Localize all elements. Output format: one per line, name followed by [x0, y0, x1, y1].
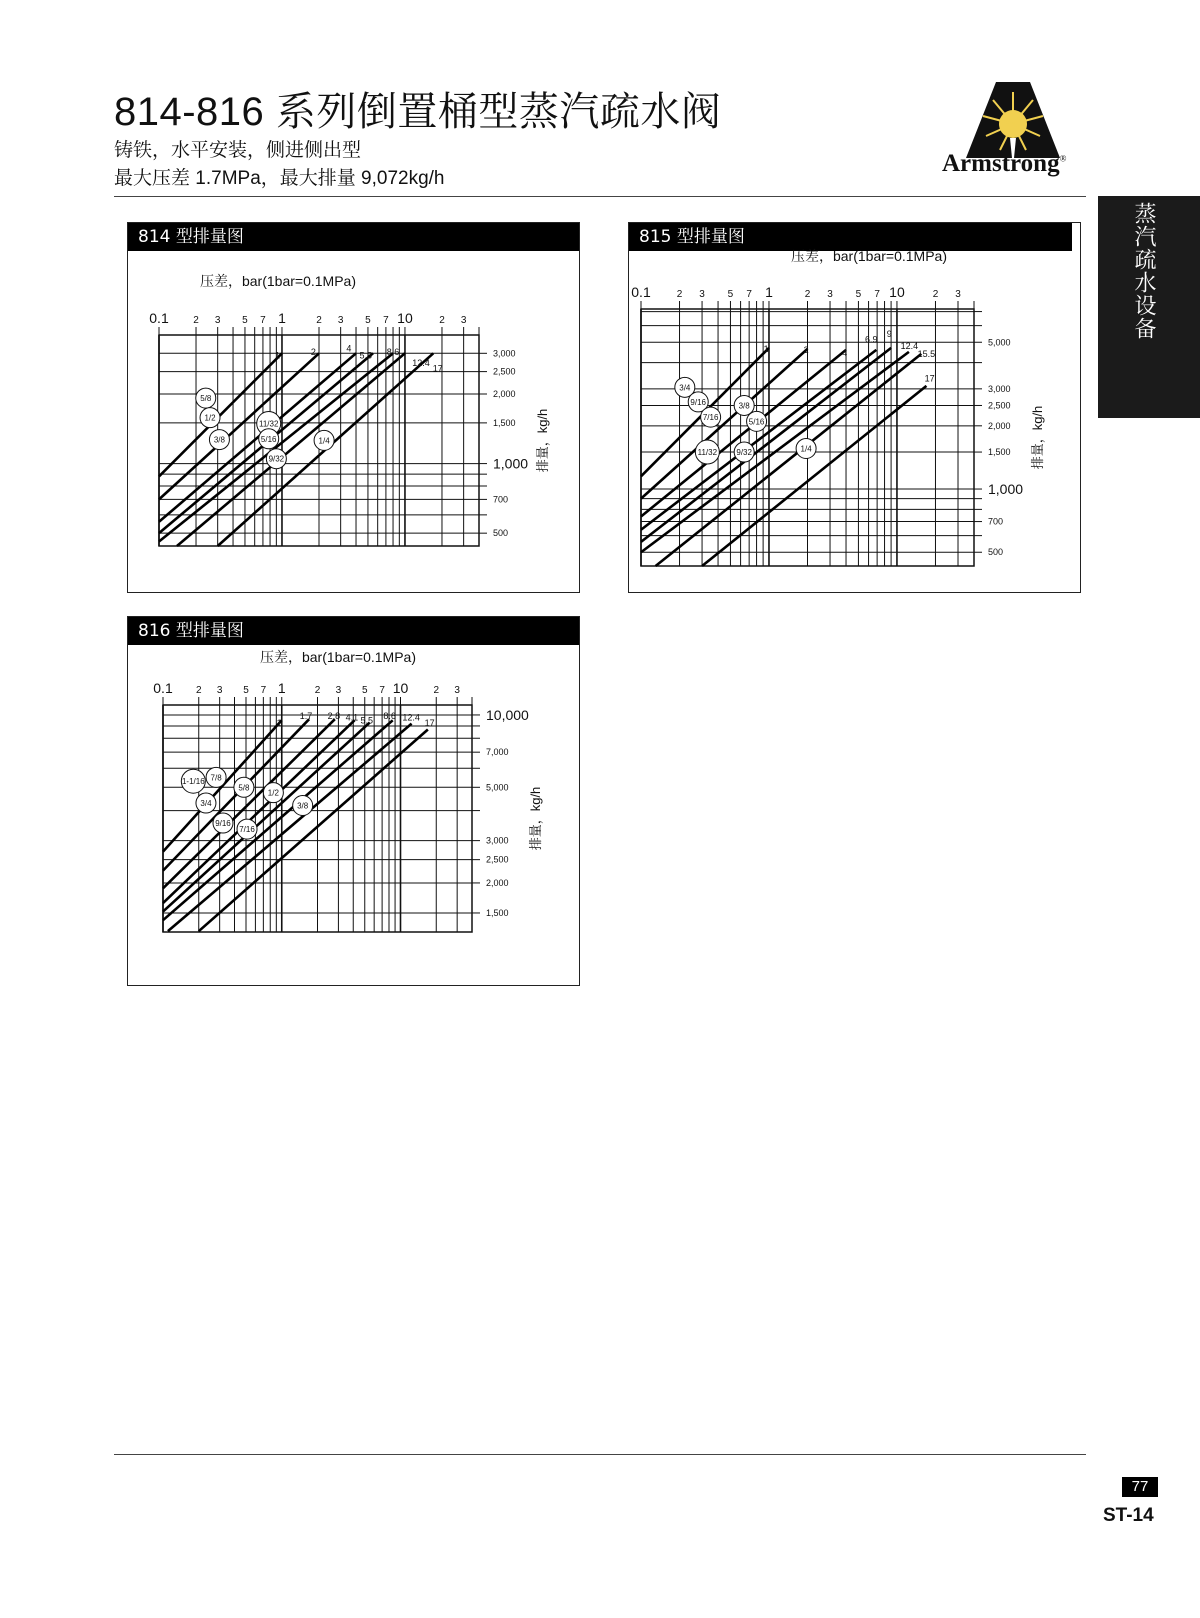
line-end-label: 17: [432, 363, 443, 374]
series-line: [656, 354, 922, 566]
line-end-label: 9: [886, 328, 892, 339]
x-tick-label: 2: [439, 315, 445, 326]
line-end-label: 1: [276, 717, 282, 728]
orifice-size-label: 5/16: [748, 417, 765, 427]
chart-816-title: 816 型排量图: [128, 617, 579, 645]
y-tick-label: 2,000: [988, 420, 1011, 431]
orifice-size-label: 9/16: [690, 397, 707, 407]
line-end-label: 8.6: [386, 346, 400, 357]
line-end-label: 2.8: [327, 711, 341, 722]
y-tick-label: 3,000: [486, 835, 509, 846]
line-end-label: 17: [424, 717, 435, 728]
x-tick-label: 3: [955, 289, 961, 300]
x-tick-label: 3: [699, 289, 705, 300]
line-end-label: 2: [310, 346, 316, 357]
orifice-size-label: 9/16: [215, 819, 231, 829]
x-tick-label: 0.1: [149, 310, 169, 326]
orifice-size-label: 1/2: [204, 413, 216, 423]
y-tick-label: 2,500: [493, 366, 516, 377]
orifice-size-label: 9/32: [736, 448, 752, 458]
x-tick-label: 5: [242, 315, 248, 326]
orifice-size-label: 3/4: [679, 383, 691, 393]
line-end-label: 1.7: [299, 711, 313, 722]
orifice-size-label: 1/2: [267, 788, 279, 798]
x-tick-label: 5: [361, 685, 368, 696]
line-end-label: 12.4: [412, 357, 430, 368]
orifice-size-label: 9/32: [268, 454, 285, 464]
x-tick-label: 5: [855, 289, 862, 300]
chart-814-svg: [128, 223, 579, 592]
y-tick-label: 5,000: [988, 337, 1011, 348]
chart-816-panel: [127, 616, 580, 986]
x-tick-label: 7: [260, 685, 267, 696]
x-tick-label: 5: [727, 289, 734, 300]
section-code: ST-14: [1103, 1505, 1154, 1526]
y-axis-title: 排量，kg/h: [535, 408, 550, 473]
y-tick-label: 1,000: [988, 481, 1024, 498]
orifice-size-label: 7/8: [210, 773, 222, 783]
page-title: 814-816 系列倒置桶型蒸汽疏水阀: [114, 90, 722, 134]
line-end-label: 1: [275, 350, 281, 361]
orifice-size-label: 5/8: [238, 783, 250, 793]
y-axis-title: 排量，kg/h: [528, 786, 543, 851]
chart-815-svg: [629, 223, 1080, 592]
x-axis-title: 压差，bar(1bar=0.1MPa): [199, 273, 357, 289]
x-tick-label: 10: [397, 310, 413, 326]
x-axis-title: 压差，bar(1bar=0.1MPa): [259, 649, 417, 665]
series-line: [163, 719, 309, 870]
line-end-label: 1: [763, 343, 769, 354]
x-tick-label: 2: [804, 289, 811, 300]
x-tick-label: 7: [260, 315, 266, 326]
chart-814-panel: [127, 222, 580, 593]
x-tick-label: 2: [316, 315, 322, 326]
chart-814-title: 814 型排量图: [128, 223, 579, 251]
line-end-label: 17: [924, 373, 935, 384]
chart-815-panel: [628, 222, 1081, 593]
y-tick-label: 1,500: [486, 907, 509, 918]
x-tick-label: 1: [277, 680, 286, 696]
y-tick-label: 1,500: [493, 417, 516, 428]
x-tick-label: 10: [889, 284, 905, 300]
line-end-label: 6.9: [865, 334, 878, 345]
x-tick-label: 3: [827, 289, 833, 300]
subtitle-material: 铸铁，水平安装，侧进侧出型: [114, 140, 362, 161]
page-number: 77: [1122, 1477, 1158, 1497]
x-tick-label: 1: [765, 284, 773, 300]
orifice-size-label: 3/8: [297, 801, 309, 811]
y-tick-label: 500: [493, 528, 509, 539]
x-tick-label: 3: [214, 315, 221, 326]
x-tick-label: 5: [243, 685, 249, 696]
chart-816-svg: [128, 617, 579, 985]
y-tick-label: 1,000: [493, 455, 529, 472]
x-tick-label: 3: [337, 315, 344, 326]
y-tick-label: 700: [493, 494, 509, 505]
line-end-label: 12.4: [900, 340, 919, 351]
orifice-size-label: 5/16: [260, 434, 277, 444]
x-tick-label: 2: [676, 289, 683, 300]
y-tick-label: 3,000: [988, 383, 1011, 394]
y-tick-label: 2,500: [988, 400, 1011, 411]
line-end-label: 4: [346, 343, 352, 354]
series-line: [177, 353, 405, 546]
series-line: [163, 717, 355, 903]
x-tick-label: 5: [365, 315, 371, 326]
x-tick-label: 7: [746, 289, 752, 300]
x-tick-label: 3: [454, 685, 460, 696]
y-axis-title: 排量，kg/h: [1030, 405, 1045, 470]
orifice-size-label: 3/8: [213, 435, 225, 445]
line-end-label: 4.1: [345, 712, 359, 723]
line-end-label: 2: [803, 344, 809, 355]
y-tick-label: 2,000: [493, 389, 516, 400]
x-tick-label: 0.1: [153, 680, 173, 696]
y-tick-label: 700: [988, 516, 1004, 527]
brand-wordmark: Armstrong®: [942, 150, 1067, 177]
x-axis-title: 压差，bar(1bar=0.1MPa): [790, 248, 948, 264]
section-side-tab: 蒸汽疏水设备: [1098, 196, 1200, 418]
x-tick-label: 10: [392, 680, 409, 696]
orifice-size-label: 11/32: [258, 419, 279, 429]
y-tick-label: 7,000: [486, 747, 509, 758]
x-tick-label: 2: [195, 685, 202, 696]
chart-815-title: 815 型排量图: [629, 223, 1072, 251]
x-tick-label: 3: [335, 685, 342, 696]
line-end-label: 15.5: [917, 349, 936, 360]
y-tick-label: 1,500: [988, 447, 1011, 458]
line-end-label: 8.6: [383, 711, 396, 722]
orifice-size-label: 1/4: [800, 444, 812, 454]
x-tick-label: 3: [216, 685, 223, 696]
y-tick-label: 5,000: [486, 782, 509, 793]
y-tick-label: 10,000: [486, 706, 529, 723]
orifice-size-label: 1/4: [318, 436, 330, 446]
subtitle-specs: 最大压差 1.7MPa，最大排量 9,072kg/h: [114, 168, 445, 189]
x-tick-label: 2: [314, 685, 321, 696]
y-tick-label: 3,000: [493, 348, 516, 359]
y-tick-label: 2,000: [486, 877, 509, 888]
header-divider: [114, 196, 1086, 197]
line-end-label: 5.5: [360, 715, 374, 726]
x-tick-label: 2: [932, 289, 939, 300]
x-tick-label: 3: [460, 315, 467, 326]
x-tick-label: 7: [874, 289, 880, 300]
x-tick-label: 1: [278, 310, 286, 326]
x-tick-label: 7: [383, 315, 389, 326]
orifice-size-label: 5/8: [200, 394, 212, 404]
x-tick-label: 2: [193, 315, 199, 326]
line-end-label: 12.4: [402, 712, 420, 723]
orifice-size-label: 7/16: [239, 825, 255, 835]
orifice-size-label: 7/16: [702, 413, 719, 423]
line-end-label: 5.5: [359, 350, 373, 361]
x-tick-label: 7: [379, 685, 385, 696]
x-tick-label: 2: [433, 685, 440, 696]
x-tick-label: 0.1: [631, 284, 651, 300]
orifice-size-label: 1-1/16: [181, 777, 205, 787]
line-end-label: 4: [842, 348, 848, 359]
footer-divider: [114, 1454, 1086, 1455]
y-tick-label: 2,500: [486, 854, 509, 865]
orifice-size-label: 3/8: [738, 401, 750, 411]
orifice-size-label: 3/4: [200, 799, 212, 809]
y-tick-label: 500: [988, 547, 1004, 558]
orifice-size-label: 11/32: [697, 448, 718, 458]
